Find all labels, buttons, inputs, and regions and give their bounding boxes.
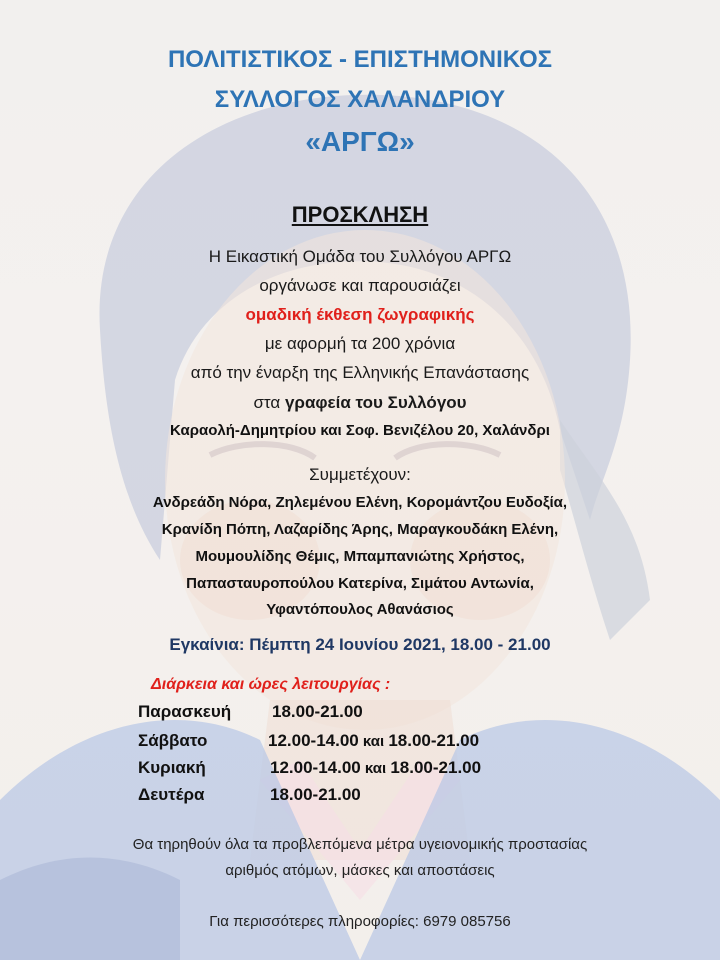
participants-line: Κρανίδη Πόπη, Λαζαρίδης Άρης, Μαραγκουδάκη Ελένη,: [161, 521, 559, 538]
health-measures-note: Θα τηρηθούν όλα τα προβλεπόμενα μέτρα υγειονομικής προστασίας: [132, 836, 588, 853]
participants-line: Ανδρεάδη Νόρα, Ζηλεμένου Ελένη, Κορομάντζου Ευδοξία,: [152, 494, 568, 511]
org-line-1: ΠΟΛΙΤΙΣΤΙΚΟΣ - ΕΠΙΣΤΗΜΟΝΙΚΟΣ: [167, 46, 553, 73]
hours-time: 12.00-14.00 και 18.00-21.00: [268, 731, 480, 750]
hours-title: Διάρκεια και ώρες λειτουργίας :: [151, 676, 391, 693]
hours-time: 18.00-21.00: [272, 702, 363, 721]
contact-info: Για περισσότερες πληροφορίες: 6979 085756: [209, 913, 511, 930]
invitation-line-6: [0, 393, 720, 413]
hours-day: Κυριακή: [138, 758, 206, 777]
venue-prefix: στα: [253, 393, 285, 412]
invitation-title: ΠΡΟΣΚΛΗΣΗ: [291, 202, 429, 227]
org-line-2: ΣΥΛΛΟΓΟΣ ΧΑΛΑΝΔΡΙΟΥ: [214, 86, 506, 113]
venue-name: γραφεία του Συλλόγου: [284, 393, 467, 412]
hours-day: Παρασκευή: [138, 702, 232, 721]
participants-line: Μουμουλίδης Θέμις, Μπαμπανιώτης Χρήστος,: [195, 548, 525, 565]
invitation-line-4: με αφορμή τα 200 χρόνια: [264, 334, 456, 353]
hours-day: Δευτέρα: [138, 785, 205, 804]
org-name: «ΑΡΓΩ»: [305, 126, 415, 157]
hours-time: 18.00-21.00: [270, 785, 361, 804]
venue-address: Καραολή-Δημητρίου και Σοφ. Βενιζέλου 20, Χαλάνδρι: [170, 422, 550, 439]
participants-line: Παπασταυροπούλου Κατερίνα, Σιμάτου Αντωνία,: [186, 575, 534, 592]
exhibition-highlight: ομαδική έκθεση ζωγραφικής: [245, 305, 475, 324]
invitation-line-5: από την έναρξη της Ελληνικής Επανάστασης: [190, 363, 530, 382]
invitation-line-1: Η Εικαστική Ομάδα του Συλλόγου ΑΡΓΩ: [208, 247, 512, 266]
health-measures-details: αριθμός ατόμων, μάσκες και αποστάσεις: [225, 862, 495, 879]
invitation-line-2: οργάνωσε και παρουσιάζει: [259, 276, 461, 295]
participants-label: Συμμετέχουν:: [309, 465, 411, 484]
participants-line: Υφαντόπουλος Αθανάσιος: [266, 601, 454, 618]
hours-day: Σάββατο: [138, 731, 208, 750]
opening-info: Εγκαίνια: Πέμπτη 24 Ιουνίου 2021, 18.00 - 21.00: [169, 635, 551, 654]
hours-time: 12.00-14.00 και 18.00-21.00: [270, 758, 482, 777]
